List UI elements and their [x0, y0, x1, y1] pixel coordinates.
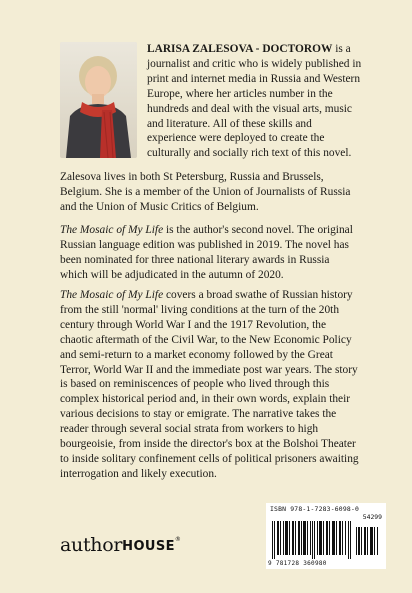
barcode-digits: 9 781728 360980 [268, 560, 327, 567]
isbn-label: ISBN 978-1-7283-6098-0 [270, 505, 360, 513]
author-name: LARISA ZALESOVA - DOCTOROW [147, 43, 333, 55]
publisher-logo [60, 534, 181, 556]
novel-synopsis-paragraph [60, 288, 360, 482]
novel-title-synopsis: The Mosaic of My Life [60, 289, 164, 301]
novel-title: The Mosaic of My Life [60, 224, 164, 236]
author-photo [60, 42, 137, 158]
author-intro-text: is a journalist and critic who is widely published in print and internet media in Russia and Western Europe, where her articles number in the hundreds and deal with the visual arts, music and literature. All of these skills and experience were deployed to create the culturally and socially rich text of this novel. [147, 43, 362, 160]
novel-about-text: is the author's second novel. The original Russian language edition was published in 2019. The novel has been nominated for three national literary awards in Russia which will be adjudicated in the autumn of 2020. [60, 224, 353, 281]
author-intro-paragraph [147, 42, 363, 161]
novel-synopsis-text: covers a broad swathe of Russian history from the still 'normal' living conditions at the turn of the 20th century through World War I and the 1917 Revolution, the chaotic aftermath of the Civil War, to the New Economic Policy and semi-return to a market economy followed by the Great Terror, World War II and the immediate post war years. The story is based on reminiscences of people who lived through this complex historical period and, in their own words, explain their various decisions to stay or emigrate. The narrative takes the reader through several social strata from workers to high bourgeoisie, from inside the director's box at the Bolshoi Theater to inside solitary confinement cells of political prisoners awaiting interrogation and likely execution. [60, 289, 359, 480]
barcode-bars-icon [270, 513, 382, 559]
author-portrait-image [60, 42, 137, 158]
author-residence-paragraph: Zalesova lives in both St Petersburg, Russia and Brussels, Belgium. She is a member of the Union of Journalists of Russia and the Union of Music Critics of Belgium. [60, 171, 351, 213]
barcode-price-code: 54299 [362, 513, 382, 521]
isbn-barcode [266, 503, 386, 569]
publisher-logo-house: HOUSE [122, 539, 175, 554]
registered-mark-icon: ® [174, 536, 181, 543]
publisher-logo-author: author [60, 534, 123, 556]
novel-about-paragraph [60, 223, 360, 283]
